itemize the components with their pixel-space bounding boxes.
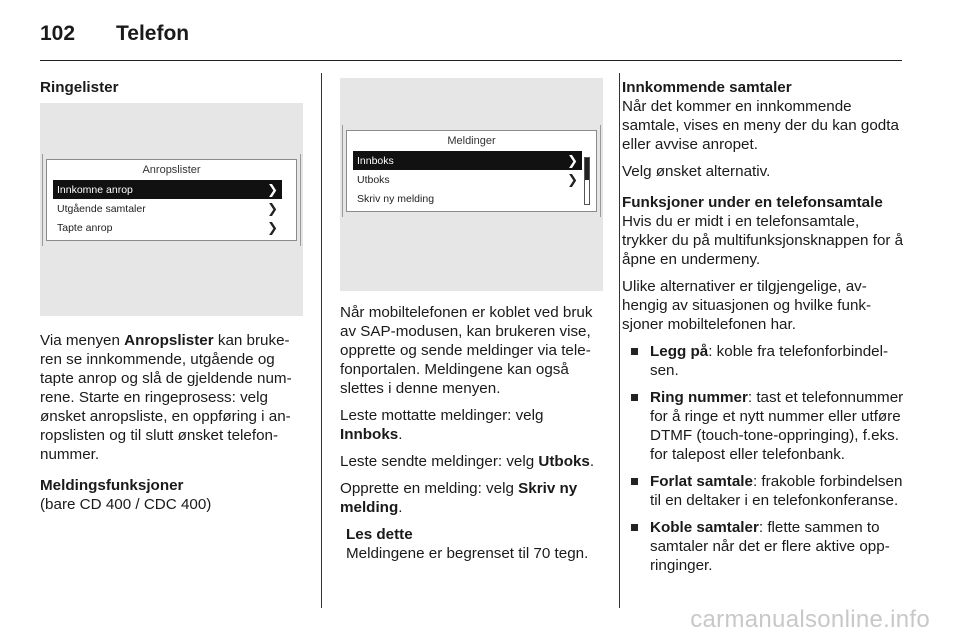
paragraph-select-option: Velg ønsket alternativ.	[622, 163, 771, 180]
chevron-right-icon: ❯	[267, 181, 278, 197]
call-lists-screen-image	[40, 103, 303, 316]
bold-term: Utboks	[538, 453, 590, 470]
menu-item-label: Skriv ny melding	[357, 192, 435, 205]
call-lists-menu-panel	[46, 159, 297, 241]
page-number: 102	[40, 22, 76, 45]
paragraph-read-inbox: Leste mottatte meldinger: velg Innboks.	[340, 407, 544, 443]
note-title: Les dette	[346, 526, 413, 543]
column-divider-2	[619, 73, 620, 608]
column-3	[622, 78, 906, 583]
page-header	[40, 22, 189, 44]
menu-item-outbox	[353, 170, 582, 189]
chevron-right-icon: ❯	[567, 152, 578, 168]
section-heading-ringelister: Ringelister	[40, 79, 119, 96]
menu-item-inbox	[353, 151, 582, 170]
paragraph-options: Ulike alternativer er tilgjengelige, avhengig av situasjonen og hvilke funksjoner mobiltelefonen har.	[622, 278, 872, 333]
column-2-body	[340, 303, 604, 563]
bold-term: Ring nummer	[650, 389, 748, 406]
menu-item-outgoing	[53, 199, 282, 218]
menu-item-missed	[53, 218, 282, 237]
chevron-right-icon: ❯	[267, 219, 278, 235]
menu-title: Meldinger	[447, 135, 496, 147]
menu-item-label: Innboks	[357, 154, 394, 167]
section-heading-meldingsfunksjoner: Meldingsfunksjoner	[40, 477, 184, 494]
paragraph-messages-intro: Når mobiltelefonen er koblet ved bruk av SAP-modusen, kan brukeren vise, opprette og sende meldinger via telefonportalen. Meldingene kan også slettes i denne menyen.	[340, 304, 593, 397]
menu-item-label: Innkomne anrop	[57, 183, 133, 196]
column-divider-1	[321, 73, 322, 608]
paragraph-new-message: Opprette en melding: velg Skriv ny melding.	[340, 480, 578, 516]
menu-title: Anropslister	[142, 164, 201, 176]
bold-term: Skriv ny melding	[340, 480, 578, 516]
list-item: Ring nummer: tast et telefonnummer for å ringe et nytt nummer eller utføre DTMF (touch-tone-oppringing), f.eks. for talepost eller telefonbank.	[622, 388, 906, 464]
note-text: Meldingene er begrenset til 70 tegn.	[346, 545, 589, 562]
list-item: Forlat samtale: frakoble forbindelsen til en deltaker i en telefonkonferanse.	[622, 472, 906, 510]
menu-item-label: Tapte anrop	[57, 221, 113, 234]
section-heading-incoming-calls: Innkommende samtaler	[622, 79, 792, 96]
paragraph-availability: (bare CD 400 / CDC 400)	[40, 496, 212, 513]
bold-term: Legg på	[650, 343, 709, 360]
menu-item-new-message	[353, 189, 582, 208]
list-item: Legg på: koble fra telefonforbindelsen.	[622, 342, 906, 380]
bold-term: Koble samtaler	[650, 519, 759, 536]
messages-menu-panel	[346, 130, 597, 212]
paragraph-call-lists: Via menyen Anropslister kan brukeren se innkommende, utgående og tapte anrop og slå de gjeldende numrene. Starte en ringeprosess: velg ønsket anropsliste, en oppføring i anropslisten og til slutt ønsket telefonnummer.	[40, 332, 292, 463]
bold-term: Forlat samtale	[650, 473, 753, 490]
menu-scrollbar	[584, 157, 590, 205]
section-heading-call-functions: Funksjoner under en telefonsamtale	[622, 194, 883, 211]
paragraph-incoming-calls: Når det kommer en innkommende samtale, vises en meny der du kan godta eller avvise anropet.	[622, 98, 899, 153]
column-1	[40, 78, 306, 105]
messages-screen-image	[340, 78, 603, 291]
bold-term: Innboks	[340, 426, 399, 443]
menu-item-label: Utgående samtaler	[57, 202, 146, 215]
paragraph-read-outbox: Leste sendte meldinger: velg Utboks.	[340, 453, 595, 470]
chevron-right-icon: ❯	[267, 200, 278, 216]
scrollbar-thumb	[585, 158, 589, 180]
chevron-right-icon: ❯	[567, 171, 578, 187]
call-functions-list	[622, 342, 906, 575]
bold-term: Anropslister	[124, 332, 214, 349]
menu-item-label: Utboks	[357, 173, 390, 186]
page-title: Telefon	[116, 22, 190, 45]
menu-item-incoming	[53, 180, 282, 199]
header-rule	[40, 60, 902, 61]
note-box	[346, 525, 604, 563]
list-item: Koble samtaler: flette sammen to samtaler når det er flere aktive oppringinger.	[622, 518, 906, 575]
watermark: carmanualsonline.info	[690, 606, 930, 633]
paragraph-during-call: Hvis du er midt i en telefonsamtale, trykker du på multifunksjonsknappen for å åpne en undermeny.	[622, 213, 904, 268]
column-1-body	[40, 331, 306, 522]
